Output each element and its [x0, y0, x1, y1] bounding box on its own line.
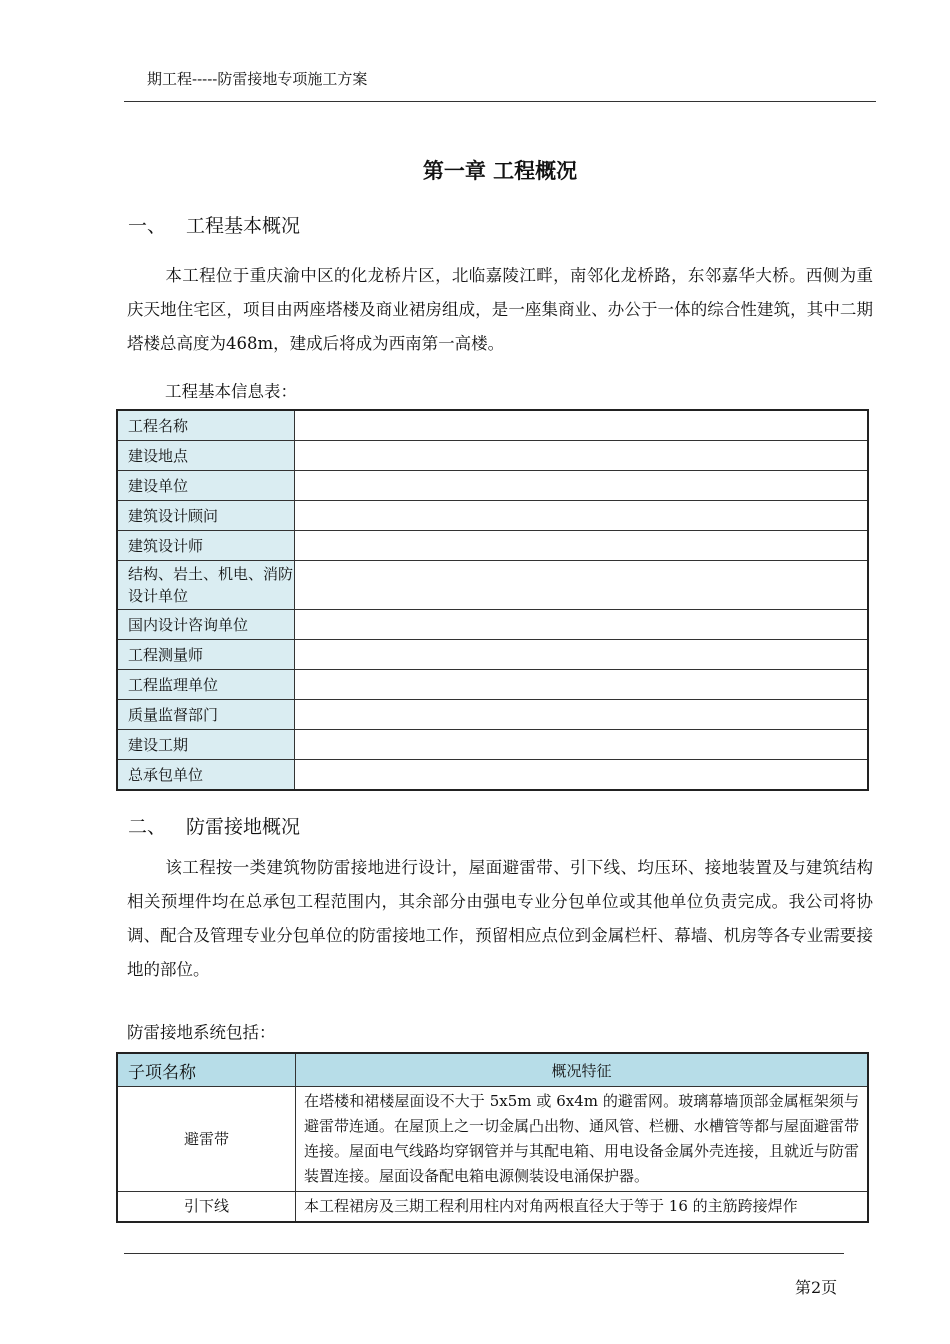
- table-row: [117, 471, 868, 501]
- row-label: 建设工期: [117, 730, 295, 760]
- table-header-row: [117, 1053, 868, 1087]
- project-info-table: [116, 409, 869, 791]
- section-1-number: 一、: [128, 215, 167, 237]
- chapter-title: 第一章 工程概况: [422, 159, 578, 183]
- row-label: 工程名称: [117, 410, 295, 441]
- header-rule: [124, 101, 876, 102]
- row-value: [295, 610, 869, 640]
- section-2-paragraph: 该工程按一类建筑物防雷接地进行设计，屋面避雷带、引下线、均压环、接地装置及与建筑结构相关预埋件均在总承包工程范围内，其余部分由强电专业分包单位或其他单位负责完成。我公司将协调、配合及管理专业分包单位的防雷接地工作，预留相应点位到金属栏杆、幕墙、机房等各专业需要接地的部位。: [127, 858, 873, 979]
- row-label: 总承包单位: [117, 760, 295, 791]
- lightning-system-table: [116, 1052, 869, 1223]
- footer-rule: [124, 1253, 844, 1254]
- section-1-title: 工程基本概况: [186, 215, 301, 237]
- section-1-heading: [128, 211, 300, 238]
- page-number: 第2页: [795, 1278, 838, 1297]
- row-value: [295, 760, 869, 791]
- table-row: [117, 1087, 868, 1192]
- row-label: 工程测量师: [117, 640, 295, 670]
- row-value: [295, 670, 869, 700]
- row-label: 建设单位: [117, 471, 295, 501]
- section-2-number: 二、: [128, 816, 167, 838]
- table-row: [117, 441, 868, 471]
- row-value: [295, 531, 869, 561]
- sub-item-description: 在塔楼和裙楼屋面设不大于 5x5m 或 6x4m 的避雷网。玻璃幕墙顶部金属框架须与避雷带连通。在屋顶上之一切金属凸出物、通风管、栏栅、水槽管等都与屋面避雷带连接。屋面电气线路均穿钢管并与其配电箱、用电设备金属外壳连接，且就近与防雷装置连接。屋面设备配电箱电源侧装设电涌保护器。: [296, 1087, 869, 1192]
- row-value: [295, 640, 869, 670]
- row-label: 质量监督部门: [117, 700, 295, 730]
- table-row: [117, 610, 868, 640]
- table-row: [117, 760, 868, 791]
- row-value: [295, 730, 869, 760]
- row-value: [295, 700, 869, 730]
- section-2-heading: [128, 812, 300, 839]
- section-1-paragraph: 本工程位于重庆渝中区的化龙桥片区，北临嘉陵江畔，南邻化龙桥路，东邻嘉华大桥。西侧为重庆天地住宅区，项目由两座塔楼及商业裙房组成，是一座集商业、办公于一体的综合性建筑，其中二期塔楼总高度为468m，建成后将成为西南第一高楼。: [127, 266, 873, 353]
- row-value: [295, 561, 869, 610]
- row-value: [295, 441, 869, 471]
- row-value: [295, 501, 869, 531]
- table-row: [117, 561, 868, 610]
- row-value: [295, 410, 869, 441]
- sub-item-name: 避雷带: [117, 1087, 296, 1192]
- table-row: [117, 640, 868, 670]
- column-header-name: 子项名称: [117, 1053, 296, 1087]
- row-value: [295, 471, 869, 501]
- table-row: [117, 531, 868, 561]
- column-header-desc: 概况特征: [296, 1053, 869, 1087]
- table-row: [117, 501, 868, 531]
- running-header: 期工程-----防雷接地专项施工方案: [147, 70, 368, 88]
- table-row: [117, 410, 868, 441]
- row-label: 建设地点: [117, 441, 295, 471]
- section-2-title: 防雷接地概况: [186, 816, 301, 838]
- row-label: 工程监理单位: [117, 670, 295, 700]
- table-row: [117, 1192, 868, 1223]
- row-label: 建筑设计师: [117, 531, 295, 561]
- sub-item-description: 本工程裙房及三期工程利用柱内对角两根直径大于等于 16 的主筋跨接焊作: [296, 1192, 869, 1223]
- row-label: 建筑设计顾问: [117, 501, 295, 531]
- row-label: 国内设计咨询单位: [117, 610, 295, 640]
- table-row: [117, 730, 868, 760]
- table-row: [117, 670, 868, 700]
- row-label: 结构、岩土、机电、消防设计单位: [117, 561, 295, 610]
- lightning-table-caption: 防雷接地系统包括：: [127, 1023, 276, 1042]
- table-row: [117, 700, 868, 730]
- info-table-caption: 工程基本信息表：: [165, 382, 297, 401]
- sub-item-name: 引下线: [117, 1192, 296, 1223]
